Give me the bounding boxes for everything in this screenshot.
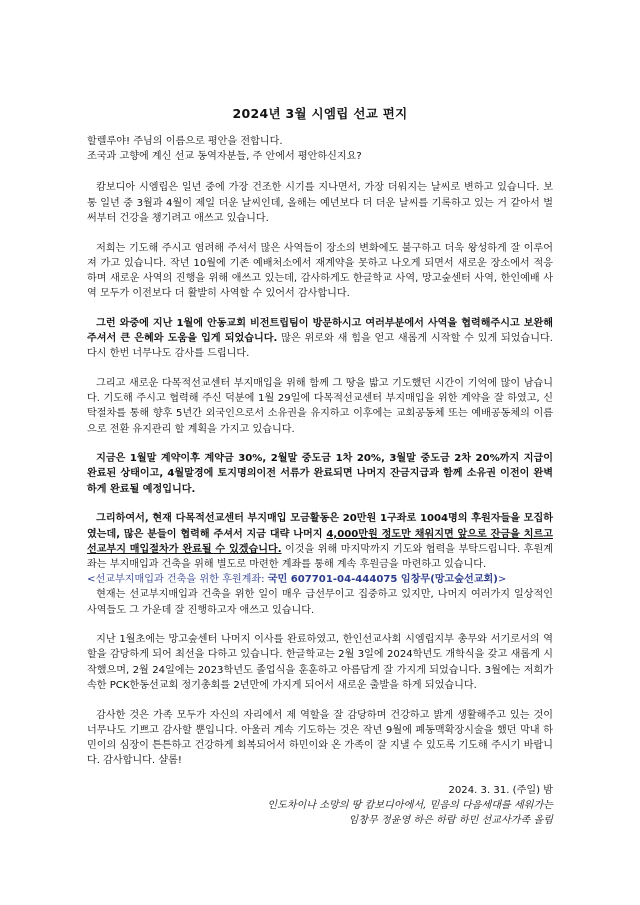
paragraph-land-contract: 그리고 새로운 다목적선교센터 부지매입을 위해 함께 그 땅을 밟고 기도했던 시간이 기억에 많이 남습니다. 기도해 주시고 협력해 주신 덕분에 1월 29일에 다목적선교센터 부지매입을 위한 계약을 잘 하였고, 신탁절차를 통해 향후 5년간 외국인으로서 소유권을 유지하고 이후에는 교회공동체 또는 예배공동체의 이름으로 전환 유지관리 할 계획을 가지고 있습니다. [87, 377, 553, 435]
paragraph-fundraising [87, 511, 553, 572]
letter-body [87, 134, 553, 829]
paragraph-school-news: 지난 1월초에는 망고숲센터 나머지 이사를 완료하였고, 한인선교사회 시엠립지부 총무와 서기로서의 역할을 감당하게 되어 최선을 다하고 있습니다. 한글학교는 2월 3일에 2024학년도 개학식을 갖고 새롭게 시작했으며, 2월 24일에는 2023학년도 졸업식을 훈훈하고 아름답게 잘 가지게 되었습니다. 3월에는 저희가 속한 PCK한동선교회 정기총회를 2년만에 가지게 되어서 새로운 출발을 하게 되었습니다. [87, 634, 553, 691]
account-prefix: <선교부지매입과 건축을 위한 후원계좌: [87, 574, 268, 586]
letter-date: 2024. 3. 31. (주일) 밤 [448, 784, 553, 796]
signature-names: 임창무 정윤영 하은 하람 하민 선교사가족 올림 [348, 815, 553, 827]
greeting-line: 할렐루야! 주님의 이름으로 평안을 전합니다. [87, 136, 283, 147]
paragraph-payment-status: 지금은 1월말 계약이후 계약금 30%, 2월말 중도금 1차 20%, 3월말 중도금 2차 20%까지 지급이 완료된 상태이고, 4월말경에 토지명의이전 서류가 완료되면 나머지 잔금지급과 함께 소유권 이전이 완벽하게 완료될 예정입니다. [87, 453, 553, 495]
paragraph-weather: 캄보디아 시엠립은 일년 중에 가장 건조한 시기를 지나면서, 가장 더워지는 날씨로 변하고 있습니다. 보통 일년 중 3월과 4월이 제일 더운 날씨인데, 올해는 예년보다 더 더운 날씨를 기록하고 있는 거 같아서 벌써부터 건강을 챙기려고 애쓰고 있습니다. [87, 182, 553, 224]
signature-line: 인도차이나 소망의 땅 캄보디아에서, 믿음의 다음세대를 세워가는 [267, 800, 553, 812]
bold-text: 그리하여서, 현재 다목적선교센터 부지매입 모금활동은 20만원 1구좌로 1004명의 후원자들을 모집하였는데, 많은 분들이 협력해 주셔서 지금 대략 나머지 [87, 513, 553, 540]
paragraph-ministry: 저희는 기도해 주시고 염려해 주셔서 많은 사역들이 장소의 변화에도 불구하고 더욱 왕성하게 잘 이루어져 가고 있습니다. 작년 10월에 기존 예배처소에서 재계약을 못하고 나오게 되면서 새로운 장소에서 적응하며 새로운 사역의 진행을 위해 애쓰고 있는데, 감사하게도 한글학교 사역, 망고숲센터 사역, 한인예배 사역 모두가 이전보다 더 활발히 사역할 수 있어서 감사합니다. [87, 242, 553, 300]
bold-text: 그런 와중에 지난 1월에 안동교회 비전트립팀이 방문하시고 여러부분에서 사역을 협력해주시고 보완해 주셔서 큰 은혜와 도움을 입게 되었습니다. [87, 317, 553, 345]
paragraph-daily-ministry: 현재는 선교부지매입과 건축을 위한 일이 매우 급선무이고 집중하고 있지만, 나머지 여러가지 일상적인 사역들도 그 가운데 잘 진행하고자 애쓰고 있습니다. [87, 589, 553, 616]
text: 많은 위로와 새 힘을 얻고 새롭게 시작할 수 있게 되었습니다. 다시 한번 너무나도 감사를 드립니다. [87, 333, 553, 360]
account-number: 국민 607701-04-444075 임창무(망고숲선교회) [267, 574, 498, 586]
paragraph-family: 감사한 것은 가족 모두가 자신의 자리에서 제 역할을 잘 감당하며 건강하고 밝게 생활해주고 있는 것이 너무나도 기쁘고 감사할 뿐입니다. 아울러 계속 기도하는 것은 작년 9월에 폐동맥확장시술을 했던 막내 하민이의 심장이 튼튼하고 건강하게 회복되어서 하민이와 온 가족이 잘 지낼 수 있도록 기도해 주시기 바랍니다. 감사합니다. 샬롬! [87, 709, 553, 767]
donation-account [87, 572, 553, 587]
text: 이것을 위해 마지막까지 기도와 협력을 부탁드립니다. 후원계좌는 부지매입과 건축을 위해 별도로 마련한 계좌를 통해 계속 후원금을 마련하고 있습니다. [87, 543, 554, 570]
paragraph-vision-trip [87, 316, 553, 362]
letter-title: 2024년 3월 시엠립 선교 편지 [232, 106, 408, 121]
underlined-text: 4,000만원 정도만 채워지면 앞으로 잔금을 치르고 선교부지 매입절차가 완료될 수 있겠습니다. [87, 528, 553, 555]
account-suffix: > [497, 574, 507, 586]
greeting-line: 조국과 고향에 계신 선교 동역자분들, 주 안에서 평안하신지요? [87, 151, 362, 163]
